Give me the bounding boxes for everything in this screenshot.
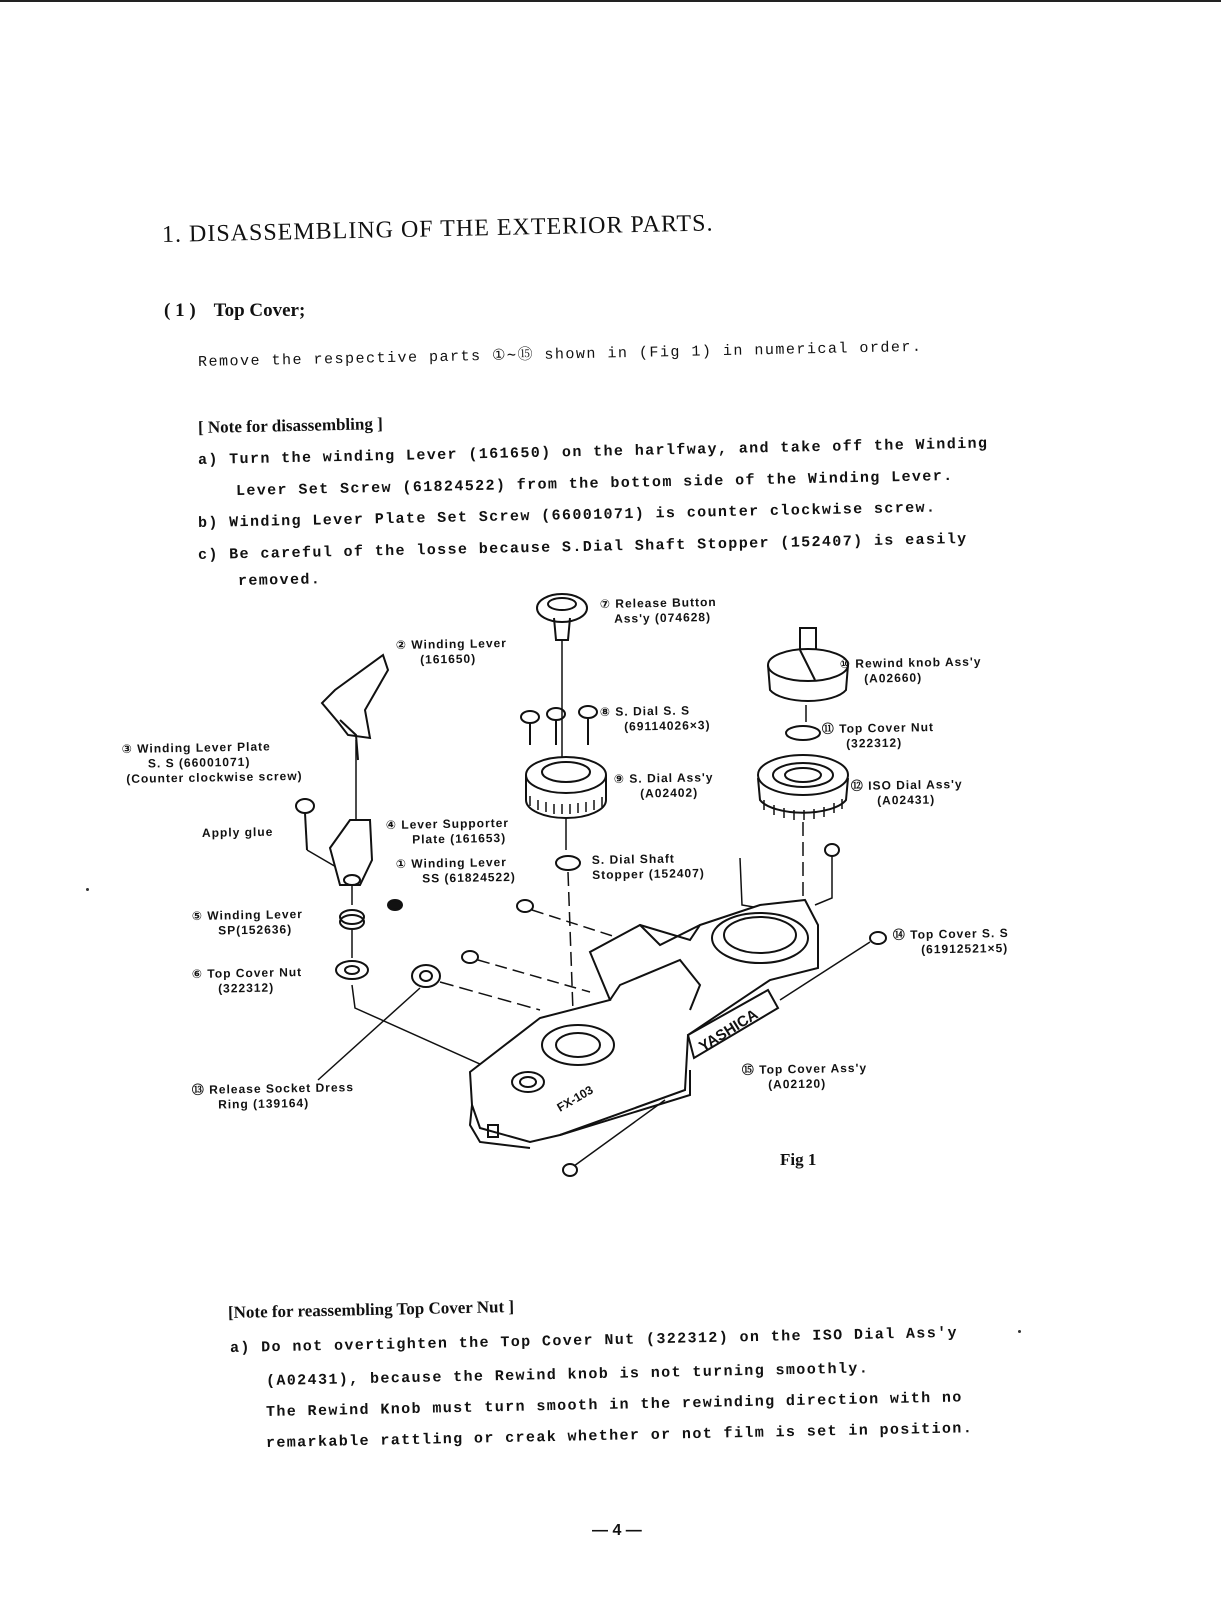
subsection-heading [164, 300, 305, 322]
part-label-1: ① Winding Lever SS (61824522) [395, 855, 516, 886]
section-title: 1. DISASSEMBLING OF THE EXTERIOR PARTS. [161, 210, 714, 248]
part-label-11: ⑪ Top Cover Nut (322312) [821, 720, 935, 751]
apply-glue-label: Apply glue [201, 824, 274, 840]
scan-speck [86, 888, 89, 891]
top-cover-body-part [470, 900, 818, 1148]
part-label-3: ③ Winding Lever Plate S. S (66001071) (Counter clockwise screw) [121, 739, 303, 786]
part-label-5: ⑤ Winding Lever SP(152636) [191, 907, 304, 938]
iso-dial-part [758, 755, 848, 820]
disassembly-note-line: c) Be careful of the losse because S.Dial Shaft Stopper (152407) is easily [197, 530, 968, 564]
yashica-marking: YASHICA [696, 1005, 762, 1056]
scan-speck [1018, 1330, 1021, 1333]
page-number: — 4 — [592, 1522, 642, 1539]
disassembly-note-heading: [ Note for disassembling ] [197, 414, 383, 437]
disassembly-note-line: b) Winding Lever Plate Set Screw (66001071) is counter clockwise screw. [197, 499, 937, 532]
disassembly-note-line: Lever Set Screw (61824522) from the bottom side of the Winding Lever. [235, 467, 954, 500]
subsection-number: ( 1 ) [164, 300, 196, 321]
part-label-4: ④ Lever Supporter Plate (161653) [385, 815, 510, 847]
part-label-15: ⑮ Top Cover Ass'y (A02120) [741, 1060, 868, 1092]
disassembly-note-line: a) Turn the winding Lever (161650) on the harlfway, and take off the Winding [197, 435, 989, 469]
part-label-7: ⑦ Release Button Ass'y (074628) [599, 594, 717, 626]
release-socket-ring-part [412, 965, 440, 987]
part-label-10: ⑩ Rewind knob Ass'y (A02660) [839, 654, 982, 686]
top-cover-nut-part [336, 961, 368, 979]
exploded-view-diagram [0, 580, 1221, 1200]
part-label-9: ⑨ S. Dial Ass'y (A02402) [613, 770, 714, 801]
disassembly-note-line: removed. [237, 571, 322, 590]
s-dial-shaft-stopper-part [556, 856, 580, 870]
part-label-2: ② Winding Lever (161650) [395, 636, 508, 667]
reassembly-note-line: remarkable rattling or creak whether or not film is set in position. [265, 1420, 974, 1452]
model-marking: FX-103 [554, 1082, 596, 1115]
part-label-14: ⑭ Top Cover S. S (61912521×5) [892, 925, 1009, 957]
subsection-name: Top Cover; [213, 300, 306, 321]
rewind-knob-part [768, 628, 848, 701]
reassembly-note-line: (A02431), because the Rewind knob is not turning smoothly. [265, 1360, 870, 1390]
s-dial-screws-part [521, 706, 597, 745]
reassembly-note-line: The Rewind Knob must turn smooth in the rewinding direction with no [265, 1389, 963, 1421]
part-label-stopper: S. Dial Shaft Stopper (152407) [591, 851, 705, 882]
reassembly-note-heading: [Note for reassembling Top Cover Nut ] [227, 1297, 515, 1322]
s-dial-part [526, 757, 606, 818]
part-label-13: ⑬ Release Socket Dress Ring (139164) [191, 1080, 355, 1112]
part-label-6: ⑥ Top Cover Nut (322312) [191, 965, 303, 996]
reassembly-note-line: a) Do not overtighten the Top Cover Nut (322312) on the ISO Dial Ass'y [229, 1324, 959, 1357]
figure-caption: Fig 1 [780, 1150, 817, 1169]
part-label-8: ⑧ S. Dial S. S (69114026×3) [599, 703, 711, 734]
part-label-12: ⑫ ISO Dial Ass'y (A02431) [850, 777, 963, 808]
page-top-border [0, 0, 1221, 2]
intro-text: Remove the respective parts ①∼⑮ shown in (Fig 1) in numerical order. [197, 338, 923, 371]
top-cover-nut-2-part [786, 726, 820, 740]
winding-lever-part [322, 655, 388, 738]
top-cover-screw-part [870, 932, 886, 944]
